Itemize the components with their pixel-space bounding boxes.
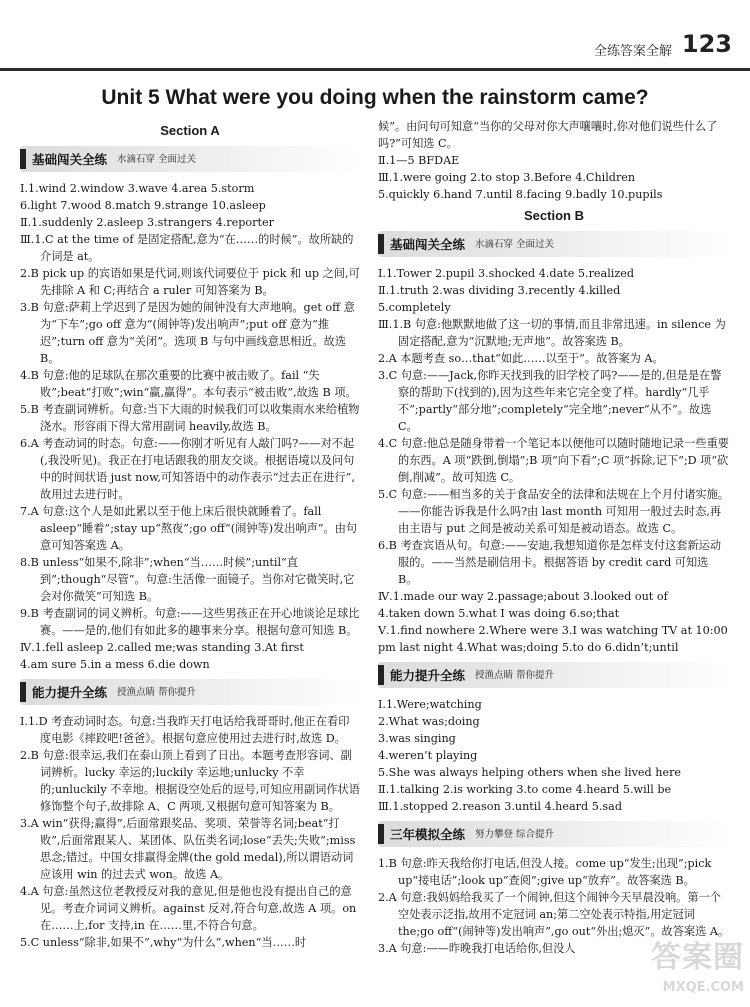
answer-line: 6.A 考查动词的时态。句意:——你刚才听见有人敲门吗?——对不起(,我没听见)。我正在打电话跟我的朋友交谈。根据语境以及问句中的时间状语 just now,可知答语中的动作表示“过去正在进行”,故用过去进行时。 — [20, 437, 355, 501]
answer-line: 9.B 考查副词的词义辨析。句意:——这些男孩正在开心地谈论足球比赛。——是的,他们有如此多的趣事来分享。根据句意可知选 B。 — [20, 607, 360, 637]
banner-title: 基础闯关全练 — [390, 236, 466, 252]
watermark-logo-text: 答案圈 — [651, 940, 744, 975]
answer-line: 4.C 句意:他总是随身带着一个笔记本以便他可以随时随地记录一些重要的东西。A 项“跌倒,倒塌”;B 项“向下看”;C 项“拆除,记下”;D 项“砍倒,削减”。故可知选 C。 — [378, 437, 729, 484]
answer-line: 5.She was always helping others when she lived here — [378, 766, 682, 779]
answer-line: 4.B 句意:他的足球队在那次重要的比赛中被击败了。fail “失败”;beat“打败”;win“赢,赢得”。本句表示“被击败”,故选 B 项。 — [20, 369, 357, 399]
answer-line: 5.C 句意:——相当多的关于食品安全的法律和法规在上个月付诸实施。——你能告诉我是什么吗?由 last month 可知用一般过去时态,再由主语与 put 之间是被动关系可知是被动语态。故选 C。 — [378, 488, 729, 535]
banner-mark — [378, 824, 384, 844]
answer-line: Ⅱ.1.suddenly 2.asleep 3.strangers 4.reporter — [20, 216, 274, 229]
answer-line: 3.B 句意:萨莉上学迟到了是因为她的闹钟没有大声地响。get off 意为“下车”;go off 意为“(闹钟等)发出响声”;put off 意为“推迟”;turn off 意为“关闭”。选项 B 与句中画线意思相近。故选 B。 — [20, 301, 355, 365]
answer-line: 2.B 句意:很幸运,我们在泰山顶上看到了日出。本题考查形容词、副词辨析。lucky 幸运的;luckily 幸运地;unlucky 不幸的;unluckily 不幸地。根据设空处后的逗号,可知应用副词作状语修饰整个句子,故排除 A、C 两项,又根据句意可知答案为 B。 — [20, 749, 360, 813]
banner-mark — [378, 234, 384, 254]
right-ability-answers — [378, 696, 730, 815]
answer-line: Ⅱ.1.truth 2.was dividing 3.recently 4.killed — [378, 284, 621, 297]
answer-line: Ⅰ.1.wind 2.window 3.wave 4.area 5.storm — [20, 182, 255, 195]
header-rule — [0, 68, 750, 71]
answer-line: 6.B 考查宾语从句。句意:——安迪,我想知道你是怎样支付这套新运动服的。——当然是刷信用卡。根据答语 by credit card 可知选 B。 — [378, 539, 722, 586]
banner-three-year — [378, 821, 730, 847]
answer-line: 8.B unless“如果不,除非”;when“当……时候”;until“直到”;though“尽管”。句意:生活像一面镜子。当你对它微笑时,它会对你微笑”可知选 B。 — [20, 556, 355, 603]
unit-title: Unit 5 What were you doing when the rainstorm came? — [101, 86, 649, 109]
banner-mark — [378, 665, 384, 685]
left-ability-answers — [20, 713, 360, 951]
answer-line: Ⅰ.1.Tower 2.pupil 3.shocked 4.date 5.realized — [378, 267, 635, 280]
answer-line: 2.B pick up 的宾语如果是代词,则该代词要位于 pick 和 up 之间,可先排除 A 和 C;再结合 a ruler 可知答案为 B。 — [20, 267, 360, 297]
watermark — [651, 940, 744, 1003]
answer-line: Ⅰ.1.Were;watching — [378, 698, 482, 711]
banner-ability-a — [20, 679, 360, 705]
right-column — [378, 118, 730, 957]
section-b-title: Section B — [524, 208, 584, 223]
watermark-url: MXQE.COM — [662, 980, 744, 995]
answer-line: Ⅴ.1.find nowhere 2.Where were 3.I was watching TV at 10:00 pm last night 4.What was;doing 5.to do 6.didn’t;until — [378, 624, 728, 654]
answer-line: 1.B 句意:昨天我给你打电话,但没人接。come up“发生;出现”;pick up“接电话”;look up“查阅”;give up“放弃”。故答案选 B。 — [378, 857, 712, 887]
page-header — [0, 28, 750, 68]
banner-subtitle: 水滴石穿 全面过关 — [117, 153, 197, 165]
banner-title: 能力提升全练 — [390, 667, 466, 683]
section-a-title: Section A — [160, 123, 220, 138]
answer-line: 5.quickly 6.hand 7.until 8.facing 9.badly 10.pupils — [378, 188, 663, 201]
answer-line: 4.taken down 5.what I was doing 6.so;that — [378, 607, 620, 620]
answer-line: 5.C unless“除非,如果不”,why“为什么”,when“当……时 — [20, 936, 307, 949]
right-top-answers — [378, 118, 730, 203]
answer-line: Ⅰ.1.D 考查动词时态。句意:当我昨天打电话给我哥哥时,他正在看印度电影《摔跤吧!爸爸》。根据句意应使用过去进行时,故选 D。 — [20, 715, 350, 745]
answer-line: 4.A 句意:虽然这位老教授反对我的意见,但是他也没有提出自己的意见。考查介词词义辨析。against 反对,符合句意,故选 A 项。on 在……上,for 支持,in 在……里,不符合句意。 — [20, 885, 357, 932]
banner-mark — [20, 682, 26, 702]
answer-line: 4.am sure 5.in a mess 6.die down — [20, 658, 210, 671]
answer-line: 4.weren’t playing — [378, 749, 478, 762]
answer-line: 2.A 句意:我妈妈给我买了一个闹钟,但这个闹钟今天早晨没响。第一个空处表示泛指,故用不定冠词 an;第二空处表示特指,用定冠词 the;go off“(闹钟等)发出响声”,go out“外出;熄灭”。故答案选 A。 — [378, 891, 730, 938]
answer-line: Ⅱ.1—5 BFDAE — [378, 154, 460, 167]
answer-line: 3.was singing — [378, 732, 456, 745]
answer-line: 3.A 句意:——昨晚我打电话给你,但没人 — [378, 942, 576, 955]
answer-line: Ⅲ.1.C at the time of 是固定搭配,意为“在……的时候”。故所缺的介词是 at。 — [20, 233, 354, 263]
answer-line: 3.A win“获得;赢得”,后面常跟奖品、奖项、荣誉等名词;beat“打败”,后面常跟某人、某团体、队伍类名词;lose“丢失;失败”;miss 思念;错过。中国女排赢得金牌(the gold medal),所以谓语动词应该用 win 的过去式 won。故选 A。 — [20, 817, 356, 881]
answer-line: 3.C 句意:——Jack,你昨天找到我的旧学校了吗?——是的,但是是在警察的帮助下(找到的),因为这些年来它完全变了样。hardly“几乎不”;partly“部分地”;completely“完全地”;never“从不”。故选 C。 — [378, 369, 722, 433]
banner-mark — [20, 149, 26, 169]
answer-line: 候”。由问句可知意“当你的父母对你大声嚷嚷时,你对他们说些什么了吗?”可知选 C。 — [378, 120, 718, 150]
right-basic-answers — [378, 265, 730, 656]
banner-title: 基础闯关全练 — [32, 151, 108, 167]
banner-subtitle: 授渔点睛 帮你提升 — [475, 669, 555, 681]
banner-basic-a — [20, 146, 360, 172]
answer-line: Ⅲ.1.B 句意:他默默地做了这一切的事情,而且非常迅速。in silence 为固定搭配,意为“沉默地;无声地”。故答案选 B。 — [378, 318, 726, 348]
page-number: 123 — [681, 30, 732, 58]
left-basic-answers — [20, 180, 360, 673]
answer-line: 2.What was;doing — [378, 715, 480, 728]
banner-subtitle: 水滴石穿 全面过关 — [475, 238, 555, 250]
answer-line: Ⅲ.1.were going 2.to stop 3.Before 4.Children — [378, 171, 636, 184]
banner-subtitle: 授渔点睛 帮你提升 — [117, 686, 197, 698]
answer-line: 6.light 7.wood 8.match 9.strange 10.asleep — [20, 199, 266, 212]
banner-subtitle: 努力攀登 综合提升 — [475, 828, 555, 840]
answer-line: Ⅳ.1.made our way 2.passage;about 3.looked out of — [378, 590, 668, 603]
answer-line: Ⅳ.1.fell asleep 2.called me;was standing 3.At first — [20, 641, 304, 654]
banner-basic-b — [378, 231, 730, 257]
banner-title: 能力提升全练 — [32, 684, 108, 700]
banner-title: 三年模拟全练 — [390, 826, 466, 842]
answer-line: 7.A 句意:这个人是如此累以至于他上床后很快就睡着了。fall asleep“睡着”;stay up“熬夜”;go off“(闹钟等)发出响声”。由句意可知答案选 A。 — [20, 505, 358, 552]
answer-line: Ⅱ.1.talking 2.is working 3.to come 4.heard 5.will be — [378, 783, 672, 796]
left-column — [20, 118, 360, 951]
answer-line: Ⅲ.1.stopped 2.reason 3.until 4.heard 5.sad — [378, 800, 622, 813]
answer-line: 2.A 本题考查 so…that“如此……以至于”。故答案为 A。 — [378, 352, 664, 365]
header-label: 全练答案全解 — [593, 44, 672, 59]
answer-line: 5.completely — [378, 301, 451, 314]
banner-ability-b — [378, 662, 730, 688]
answer-line: 5.B 考查副词辨析。句意:当下大雨的时候我们可以收集雨水来给植物浇水。形容雨下得大常用副词 heavily,故选 B。 — [20, 403, 360, 433]
